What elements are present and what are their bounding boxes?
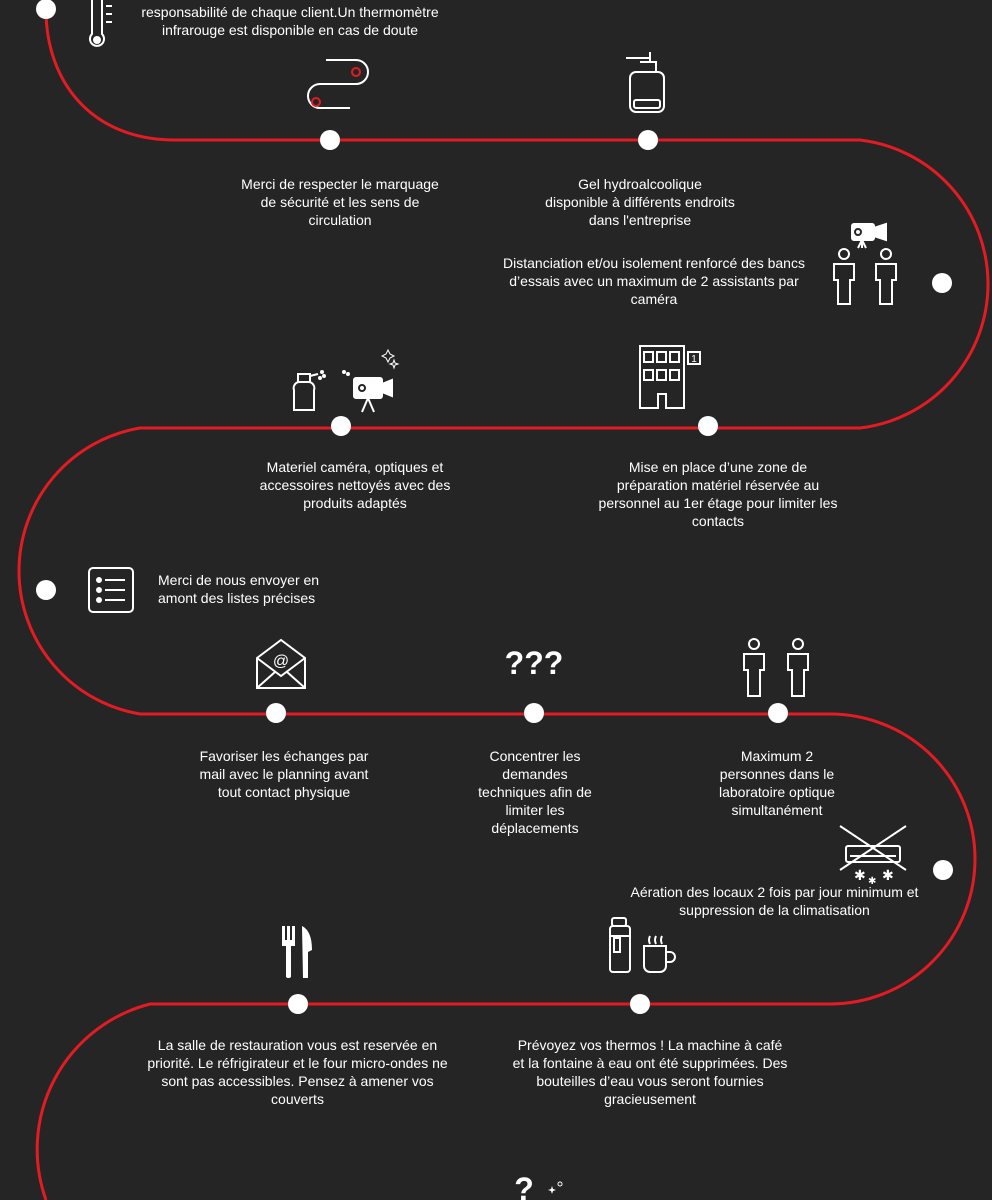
timeline-dot-max2 — [768, 703, 788, 723]
hand-gel-icon — [620, 50, 668, 114]
timeline-dot-tech — [524, 703, 544, 723]
timeline-dot-restaurant — [288, 994, 308, 1014]
timeline-dot-distancing — [932, 273, 952, 293]
step-text-thermos: Prévoyez vos thermos ! La machine à café et la fontaine à eau ont été supprimées. Des bouteilles d’eau vous seront fournies gracieusement — [512, 1037, 788, 1107]
timeline-dot-aeration — [933, 860, 953, 880]
step-text-max2: Maximum 2 personnes dans le laboratoire optique simultanément — [719, 748, 835, 818]
floor-marking-icon — [304, 58, 370, 112]
cutlery-icon — [282, 926, 316, 980]
floor-number: 1 — [691, 354, 697, 365]
svg-text:✱: ✱ — [882, 867, 894, 883]
step-text-distancing: Distanciation et/ou isolement renforcé des bancs d’essais avec un maximum de 2 assistants par caméra — [503, 255, 805, 307]
camera-two-people-icon — [826, 220, 906, 308]
question-marks-text: ??? — [504, 645, 564, 681]
question-marks-icon — [498, 636, 570, 682]
timeline-dot-lists — [36, 580, 56, 600]
spray-camera-icon — [288, 346, 404, 416]
checklist-icon — [87, 566, 135, 614]
step-text-tech: Concentrer les demandes techniques afin de limiter les déplacements — [478, 748, 592, 836]
timeline-dot-marking — [320, 130, 340, 150]
step-text-aeration: Aération des locaux 2 fois par jour minimum et suppression de la climatisation — [630, 884, 919, 918]
timeline-dot-prep — [698, 416, 718, 436]
thermometer-icon — [84, 0, 116, 54]
two-people-icon — [740, 638, 814, 700]
step-text-thermometer: responsabilité de chaque client.Un thermomètre infrarouge est disponible en cas de doute — [141, 4, 439, 38]
timeline-dot-top — [36, 0, 56, 19]
step-text-restaurant: La salle de restauration vous est reservée en priorité. Le réfrigirateur et le four micro-ondes ne sont pas accessibles. Pensez à amener vos couverts — [147, 1037, 448, 1107]
building-icon — [638, 344, 704, 410]
timeline-dot-thermos — [630, 994, 650, 1014]
step-text-gel: Gel hydroalcoolique disponible à différents endroits dans l'entreprise — [545, 176, 735, 228]
step-text-mail: Favoriser les échanges par mail avec le planning avant tout contact physique — [199, 748, 369, 800]
timeline-dot-mail — [266, 703, 286, 723]
svg-text:✱: ✱ — [868, 876, 877, 884]
question-sparkle-text: ? — [514, 1171, 534, 1200]
question-sparkle-icon — [508, 1170, 568, 1200]
timeline-dot-cleaning — [331, 416, 351, 436]
no-air-conditioning-icon — [838, 824, 910, 884]
step-text-lists: Merci de nous envoyer en amont des listes précises — [158, 572, 320, 606]
thermos-cup-icon — [606, 916, 676, 976]
timeline-dot-gel — [638, 130, 658, 150]
step-text-marking: Merci de respecter le marquage de sécurité et les sens de circulation — [241, 176, 439, 228]
mail-at-symbol: @ — [272, 653, 290, 670]
mail-icon — [255, 638, 307, 690]
step-text-cleaning: Materiel caméra, optiques et accessoires nettoyés avec des produits adaptés — [259, 459, 451, 511]
step-text-prep: Mise en place d’une zone de préparation matériel réservée au personnel au 1er étage pour limiter les contacts — [598, 459, 838, 529]
svg-text:✱: ✱ — [854, 867, 866, 883]
